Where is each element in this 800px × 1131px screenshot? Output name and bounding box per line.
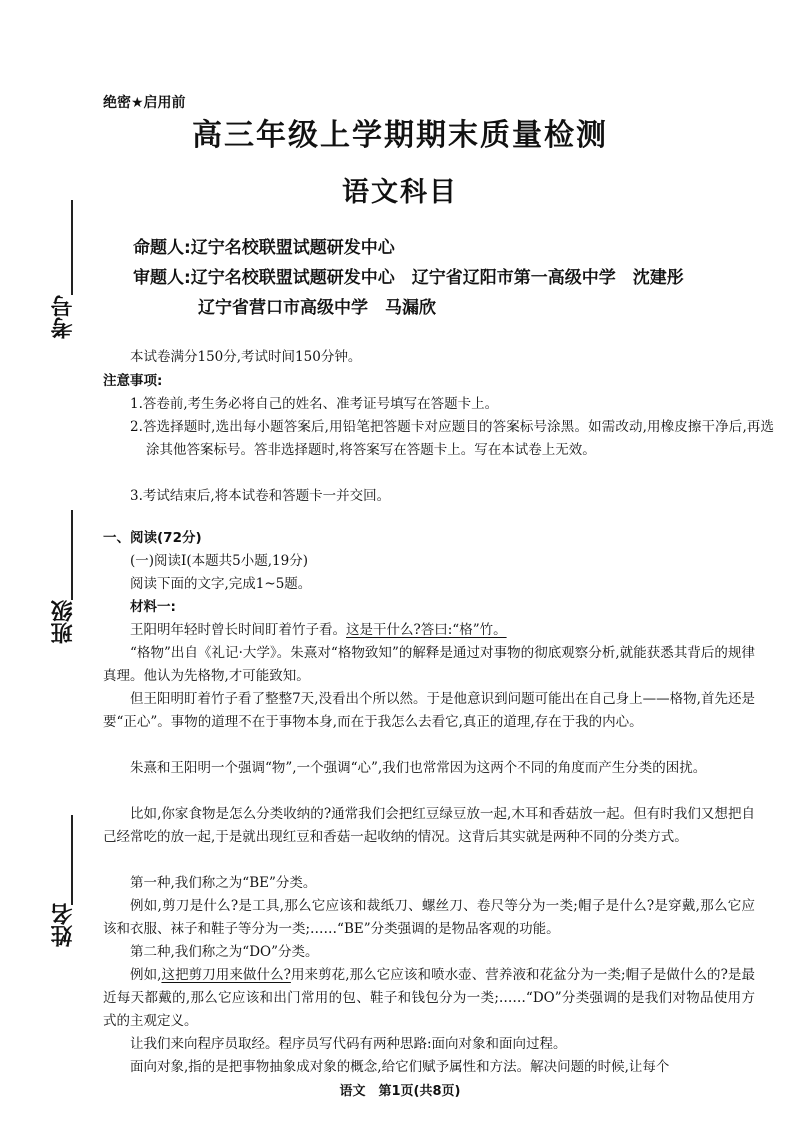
paragraph-7: 例如,剪刀是什么?是工具,那么它应该和裁纸刀、螺丝刀、卷尺等分为一类;帽子是什么?是穿戴,那么它应该和衣服、袜子和鞋子等分为一类;……“BE”分类强调的是物品客观的功能。 [103,898,755,937]
note-item-3: 3.考试结束后,将本试卷和答题卡一并交回。 [130,488,391,504]
paragraph-1-text: 王阳明年轻时曾长时间盯着竹子看。 [130,622,346,638]
paragraph-9-rest: 用来剪花,那么它应该和喷水壶、营养液和花盆分为一类;帽子是做什么的?是最近每天都戴的,那么它应该和出门常用的包、鞋子和钱包分为一类;……“DO”分类强调的是我们对物品使用方式的主观定义。 [103,967,755,1029]
reviewer-line-1: 审题人:辽宁名校联盟试题研发中心 辽宁省辽阳市第一高级中学 沈建彤 [133,268,684,288]
page-footer: 语文 第1页(共8页) [339,1084,461,1099]
exam-number-label: 考号 [51,295,76,339]
confidential-mark: 绝密★启用前 [103,95,186,111]
subsection-heading: (一)阅读Ⅰ(本题共5小题,19分) [130,553,308,569]
section-heading: 一、阅读(72分) [103,530,202,546]
proposer-line: 命题人:辽宁名校联盟试题研发中心 [133,238,395,258]
paragraph-10: 让我们来向程序员取经。程序员写代码有两种思路:面向对象和面向过程。 [130,1036,567,1052]
paragraph-8: 第二种,我们称之为“DO”分类。 [130,944,319,960]
note-item-1: 1.答卷前,考生务必将自己的姓名、准考证号填写在答题卡上。 [130,396,499,412]
notes-heading: 注意事项: [103,373,163,389]
exam-title: 高三年级上学期期末质量检测 [192,118,608,153]
paragraph-9 [103,964,755,1033]
class-line [71,510,73,600]
paragraph-1 [103,619,755,642]
exam-subject: 语文科目 [342,177,458,208]
exam-info: 本试卷满分150分,考试时间150分钟。 [130,349,362,365]
paragraph-9-prefix: 例如, [130,967,162,983]
paragraph-4: 朱熹和王阳明一个强调“物”,一个强调“心”,我们也常常因为这两个不同的角度而产生分类的困扰。 [130,760,707,776]
paragraph-11: 面向对象,指的是把事物抽象成对象的概念,给它们赋予属性和方法。解决问题的时候,让每个 [130,1059,670,1075]
paragraph-2: “格物”出自《礼记·大学》。朱熹对“格物致知”的解释是通过对事物的彻底观察分析,就能获悉其背后的规律真理。他认为先格物,才可能致知。 [103,645,755,684]
reviewer-line-2: 辽宁省营口市高级中学 马漏欣 [198,298,436,318]
paragraph-6: 第一种,我们称之为“BE”分类。 [130,875,317,891]
paragraph-3: 但王阳明盯着竹子看了整整7天,没看出个所以然。于是他意识到问题可能出在自己身上——格物,首先还是要“正心”。事物的道理不在于事物本身,而在于我怎么去看它,真正的道理,存在于我的内心。 [103,691,755,730]
name-label: 姓名 [51,903,76,947]
paragraph-9-underlined: 这把剪刀用来做什么? [161,967,291,983]
material-label: 材料一: [130,599,176,615]
name-line [71,815,73,905]
note-item-2: 2.答选择题时,选出每小题答案后,用铅笔把答题卡对应题目的答案标号涂黑。如需改动,用橡皮擦干净后,再选涂其他答案标号。答非选择题时,将答案写在答题卡上。写在本试卷上无效。 [130,419,774,458]
paragraph-5: 比如,你家食物是怎么分类收纳的?通常我们会把红豆绿豆放一起,木耳和香菇放一起。但有时我们又想把自己经常吃的放一起,于是就出现红豆和香菇一起收纳的情况。这背后其实就是两种不同的分类方式。 [103,806,755,845]
class-label: 班级 [51,600,76,644]
exam-number-line [71,200,73,295]
instruction: 阅读下面的文字,完成1~5题。 [130,576,312,592]
paragraph-1-underlined: 这是干什么?答曰:“格”竹。 [346,622,507,638]
